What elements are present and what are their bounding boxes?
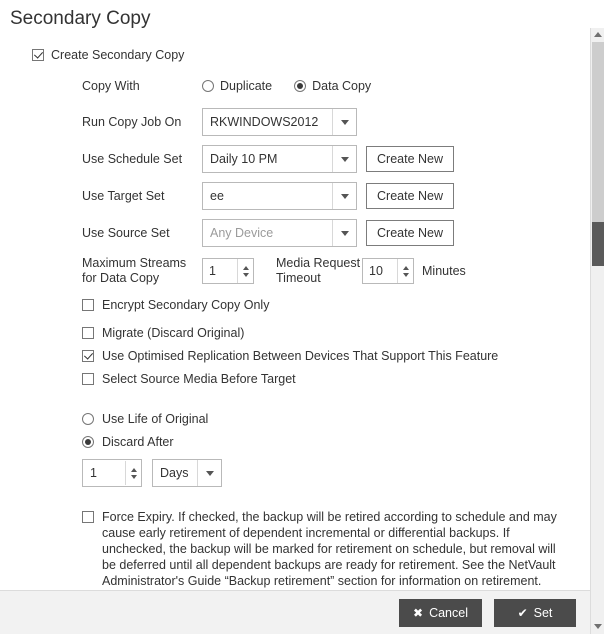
- use-life-of-original-label: Use Life of Original: [102, 412, 209, 426]
- use-life-of-original-row[interactable]: [82, 412, 586, 426]
- form-content: [0, 36, 586, 589]
- option-encrypt-secondary-copy[interactable]: [82, 298, 586, 312]
- minutes-label: Minutes: [422, 264, 466, 278]
- cancel-button[interactable]: [399, 599, 482, 627]
- check-icon: ✔: [517, 605, 528, 620]
- copy-with-row: [82, 76, 586, 96]
- form-fields: [82, 76, 586, 286]
- spinner-down-icon: [243, 273, 249, 277]
- spinner-up-icon: [131, 468, 137, 472]
- retention-controls: [82, 459, 586, 487]
- use-schedule-set-value: Daily 10 PM: [210, 152, 278, 166]
- optimised-replication-label: Use Optimised Replication Between Devices That Support This Feature: [102, 349, 499, 363]
- force-expiry-row[interactable]: [82, 509, 572, 589]
- run-copy-job-on-row: [82, 108, 586, 136]
- media-request-timeout-stepper[interactable]: [362, 258, 414, 284]
- select-source-media-checkbox[interactable]: [82, 373, 94, 385]
- create-secondary-copy-checkbox[interactable]: [32, 49, 44, 61]
- close-icon: ✖: [413, 605, 424, 620]
- use-target-set-value: ee: [210, 189, 224, 203]
- chevron-down-icon[interactable]: [197, 460, 221, 486]
- discard-after-radio[interactable]: [82, 436, 94, 448]
- vertical-scrollbar[interactable]: [590, 28, 604, 634]
- retention-unit-select[interactable]: [152, 459, 222, 487]
- use-schedule-set-row: [82, 145, 586, 173]
- chevron-down-icon[interactable]: [332, 109, 356, 135]
- retention-unit-value: Days: [160, 466, 189, 480]
- media-request-timeout-label: Media Request Timeout: [276, 256, 361, 285]
- dialog-footer: [0, 590, 590, 634]
- scrollbar-thumb[interactable]: [592, 42, 604, 222]
- use-target-set-row: [82, 182, 586, 210]
- spinner-down-icon: [403, 273, 409, 277]
- max-streams-label: Maximum Streams for Data Copy: [82, 256, 187, 285]
- create-new-schedule-set-button[interactable]: Create New: [366, 146, 454, 172]
- retention-section: [82, 412, 586, 487]
- use-source-set-label: Use Source Set: [82, 226, 170, 240]
- option-optimised-replication[interactable]: [82, 349, 586, 363]
- create-new-source-set-button[interactable]: Create New: [366, 220, 454, 246]
- force-expiry-checkbox[interactable]: [82, 511, 94, 523]
- duplicate-label: Duplicate: [220, 79, 273, 93]
- max-streams-spin-buttons[interactable]: [237, 259, 253, 283]
- encrypt-secondary-copy-label: Encrypt Secondary Copy Only: [102, 298, 270, 312]
- use-source-set-row: [82, 219, 586, 247]
- page-title: Secondary Copy: [10, 8, 151, 29]
- set-button-label: Set: [533, 605, 553, 620]
- scroll-down-arrow-icon[interactable]: [591, 620, 604, 634]
- streams-and-timeout-row: [82, 256, 586, 286]
- retention-amount-stepper[interactable]: [82, 459, 142, 487]
- create-secondary-copy-row[interactable]: [32, 48, 586, 62]
- copy-with-label: Copy With: [82, 79, 140, 93]
- force-expiry-text: Force Expiry. If checked, the backup will be retired according to schedule and may cause early retirement of dependent incremental or differential backups. If unchecked, the backup will be marked for retirement on schedule, but removal will be deferred until all dependent backups are ready for retirement. See the NetVault Administrator's Guide “Backup retirement” section for information on retirement.: [102, 510, 557, 588]
- run-copy-job-on-select[interactable]: [202, 108, 357, 136]
- timeout-spin-buttons[interactable]: [397, 259, 413, 283]
- chevron-down-icon[interactable]: [332, 183, 356, 209]
- data-copy-label: Data Copy: [312, 79, 372, 93]
- chevron-down-icon[interactable]: [332, 146, 356, 172]
- migrate-checkbox[interactable]: [82, 327, 94, 339]
- media-request-timeout-value: 10: [369, 264, 383, 278]
- max-streams-value: 1: [209, 264, 216, 278]
- use-source-set-value: Any Device: [210, 226, 274, 240]
- set-button[interactable]: [494, 599, 576, 627]
- spinner-down-icon: [131, 475, 137, 479]
- use-source-set-select[interactable]: [202, 219, 357, 247]
- option-migrate[interactable]: [82, 326, 586, 340]
- use-schedule-set-select[interactable]: [202, 145, 357, 173]
- use-target-set-select[interactable]: [202, 182, 357, 210]
- scroll-up-arrow-icon[interactable]: [591, 28, 604, 42]
- retention-amount-value: 1: [90, 466, 97, 480]
- duplicate-radio[interactable]: [202, 80, 214, 92]
- encrypt-secondary-copy-checkbox[interactable]: [82, 299, 94, 311]
- scrollbar-thumb-active[interactable]: [592, 222, 604, 266]
- run-copy-job-on-value: RKWINDOWS2012: [210, 115, 319, 129]
- run-copy-job-on-label: Run Copy Job On: [82, 115, 182, 129]
- use-life-of-original-radio[interactable]: [82, 413, 94, 425]
- options-list: [82, 298, 586, 386]
- optimised-replication-checkbox[interactable]: [82, 350, 94, 362]
- discard-after-label: Discard After: [102, 435, 174, 449]
- spinner-up-icon: [403, 266, 409, 270]
- discard-after-row[interactable]: [82, 435, 586, 449]
- select-source-media-label: Select Source Media Before Target: [102, 372, 296, 386]
- radio-data-copy[interactable]: [294, 79, 371, 93]
- migrate-label: Migrate (Discard Original): [102, 326, 245, 340]
- create-secondary-copy-label: Create Secondary Copy: [51, 48, 185, 62]
- cancel-button-label: Cancel: [429, 605, 468, 620]
- radio-duplicate[interactable]: [202, 79, 272, 93]
- use-schedule-set-label: Use Schedule Set: [82, 152, 183, 166]
- chevron-down-icon[interactable]: [332, 220, 356, 246]
- create-new-target-set-button[interactable]: Create New: [366, 183, 454, 209]
- spinner-up-icon: [243, 266, 249, 270]
- use-target-set-label: Use Target Set: [82, 189, 165, 203]
- max-streams-stepper[interactable]: [202, 258, 254, 284]
- data-copy-radio[interactable]: [294, 80, 306, 92]
- option-select-source-media[interactable]: [82, 372, 586, 386]
- retention-spin-buttons[interactable]: [125, 461, 141, 485]
